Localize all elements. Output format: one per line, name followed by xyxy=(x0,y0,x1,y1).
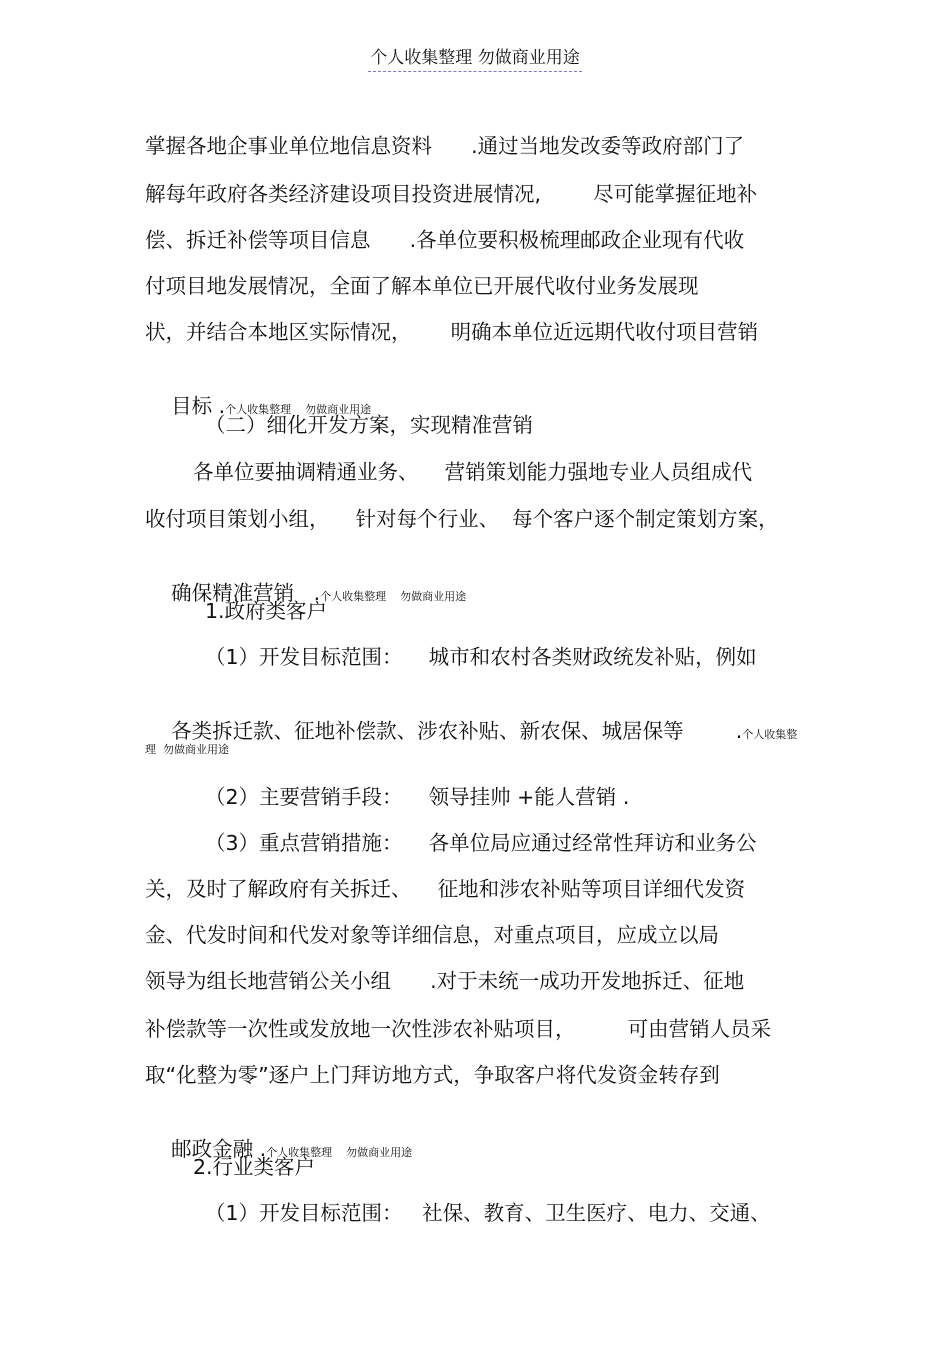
page-header xyxy=(0,46,950,72)
text-line: 领导为组长地营销公关小组 .对于未统一成功开发地拆迁、征地 xyxy=(145,969,745,993)
text-line: 关，及时了解政府有关拆迁、 征地和涉农补贴等项目详细代发资 xyxy=(145,877,746,901)
text-segment: 目标 . xyxy=(171,394,226,418)
subsection-heading: 1.政府类客户 xyxy=(205,599,328,623)
text-line: （2）主要营销手段： 领导挂帅 +能人营销 . xyxy=(205,785,630,809)
text-line: 各单位要抽调精通业务、 营销策划能力强地专业人员组成代 xyxy=(193,460,753,484)
text-line-with-watermark xyxy=(145,689,798,743)
text-line: （1）开发目标范围： 社保、教育、卫生医疗、电力、交通、 xyxy=(205,1201,771,1225)
watermark-note: 个人收集整理 勿做商业用途 xyxy=(320,590,467,603)
text-line: （1）开发目标范围： 城市和农村各类财政统发补贴，例如 xyxy=(205,645,757,669)
text-line: 收付项目策划小组， 针对每个行业、 每个客户逐个制定策划方案， xyxy=(145,507,779,531)
watermark-note: 个人收集整理 勿做商业用途 xyxy=(266,1146,413,1159)
text-line: 金、代发时间和代发对象等详细信息，对重点项目，应成立以局 xyxy=(145,923,719,947)
text-line-with-watermark xyxy=(145,551,467,605)
text-line: 掌握各地企事业单位地信息资料 .通过当地发改委等政府部门了 xyxy=(145,134,745,158)
text-line: 解每年政府各类经济建设项目投资进展情况, 尽可能掌握征地补 xyxy=(145,182,758,206)
text-line: 偿、拆迁补偿等项目信息 .各单位要积极梳理邮政企业现有代收 xyxy=(145,228,745,252)
text-segment: 确保精准营销 . xyxy=(171,581,321,605)
watermark-note: 个人收集整理 勿做商业用途 xyxy=(225,403,372,416)
text-line: 状，并结合本地区实际情况， 明确本单位近远期代收付项目营销 xyxy=(145,320,759,344)
header-text: 个人收集整理 勿做商业用途 xyxy=(368,46,581,72)
text-line: 补偿款等一次性或发放地一次性涉农补贴项目， 可由营销人员采 xyxy=(145,1017,772,1041)
text-line: （3）重点营销措施： 各单位局应通过经常性拜访和业务公 xyxy=(205,831,757,855)
watermark-note: 理 勿做商业用途 xyxy=(145,743,229,756)
text-segment: 各类拆迁款、征地补偿款、涉农补贴、新农保、城居保等 . xyxy=(171,719,743,743)
text-line-with-watermark xyxy=(145,1107,413,1161)
text-line-with-watermark xyxy=(145,364,372,418)
section-heading: （二）细化开发方案，实现精准营销 xyxy=(205,413,533,437)
watermark-note: 个人收集整 xyxy=(742,728,798,741)
text-line: 付项目地发展情况，全面了解本单位已开展代收付业务发展现 xyxy=(145,274,699,298)
text-segment: 邮政金融 . xyxy=(171,1137,267,1161)
text-line: 取“化整为零”逐户上门拜访地方式，争取客户将代发资金转存到 xyxy=(145,1063,720,1087)
subsection-heading: 2.行业类客户 xyxy=(193,1155,316,1179)
